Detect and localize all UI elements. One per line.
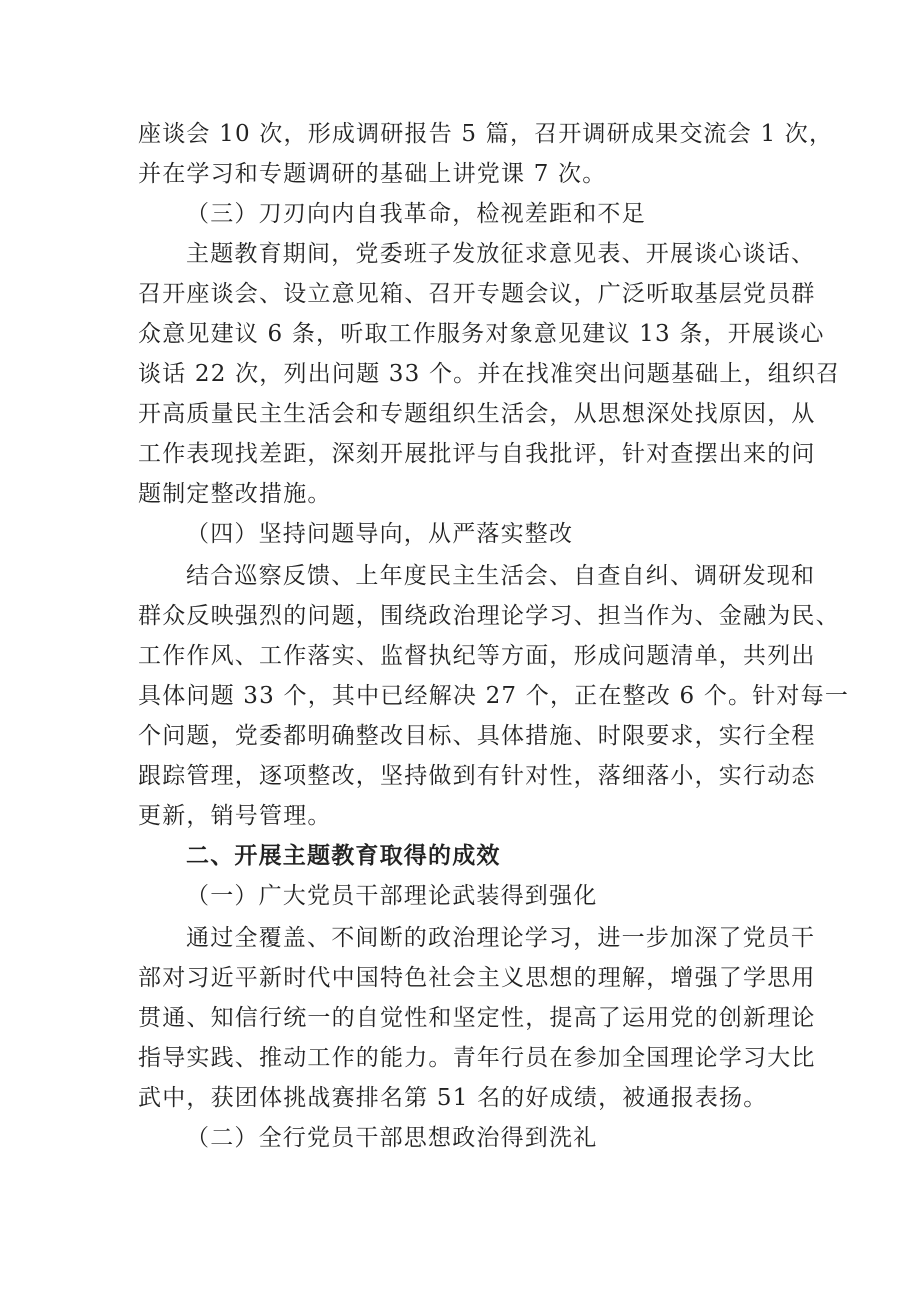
paragraph-line: 结合巡察反馈、上年度民主生活会、自查自纠、调研发现和 — [186, 563, 816, 589]
paragraph-line: 通过全覆盖、不间断的政治理论学习，进一步加深了党员干 — [186, 925, 816, 951]
paragraph-line: 跟踪管理，逐项整改，坚持做到有针对性，落细落小，实行动态 — [138, 763, 816, 789]
paragraph-line: 工作表现找差距，深刻开展批评与自我批评，针对查摆出来的问 — [138, 441, 816, 467]
paragraph-line: 具体问题 33 个，其中已经解决 27 个，正在整改 6 个。针对每一 — [138, 683, 850, 709]
paragraph-line: 武中，获团体挑战赛排名第 51 名的好成绩，被通报表扬。 — [138, 1085, 768, 1111]
paragraph-line: 召开座谈会、设立意见箱、召开专题会议，广泛听取基层党员群 — [138, 281, 816, 307]
subsection-heading: （二）全行党员干部思想政治得到洗礼 — [186, 1125, 598, 1151]
paragraph-line: 指导实践、推动工作的能力。青年行员在参加全国理论学习大比 — [138, 1045, 816, 1071]
paragraph-line: 个问题，党委都明确整改目标、具体措施、时限要求，实行全程 — [138, 723, 816, 749]
subsection-heading: （四）坚持问题导向，从严落实整改 — [186, 521, 574, 547]
paragraph-line: 众意见建议 6 条，听取工作服务对象意见建议 13 条，开展谈心 — [138, 321, 825, 347]
paragraph-line: 部对习近平新时代中国特色社会主义思想的理解，增强了学思用 — [138, 965, 816, 991]
paragraph-line: 主题教育期间，党委班子发放征求意见表、开展谈心谈话、 — [186, 241, 816, 267]
paragraph-line: 开高质量民主生活会和专题组织生活会，从思想深处找原因，从 — [138, 401, 816, 427]
section-heading: 二、开展主题教育取得的成效 — [186, 843, 501, 869]
subsection-heading: （一）广大党员干部理论武装得到强化 — [186, 883, 598, 909]
paragraph-line: 更新，销号管理。 — [138, 803, 332, 829]
paragraph-line: 座谈会 10 次，形成调研报告 5 篇，召开调研成果交流会 1 次， — [138, 121, 834, 147]
paragraph-line: 并在学习和专题调研的基础上讲党课 7 次。 — [138, 161, 607, 187]
paragraph-line: 贯通、知信行统一的自觉性和坚定性，提高了运用党的创新理论 — [138, 1005, 816, 1031]
paragraph-line: 谈话 22 次，列出问题 33 个。并在找准突出问题基础上，组织召 — [138, 361, 841, 387]
paragraph-line: 工作作风、工作落实、监督执纪等方面，形成问题清单，共列出 — [138, 643, 816, 669]
paragraph-line: 群众反映强烈的问题，围绕政治理论学习、担当作为、金融为民、 — [138, 603, 840, 629]
subsection-heading: （三）刀刃向内自我革命，检视差距和不足 — [186, 201, 646, 227]
paragraph-line: 题制定整改措施。 — [138, 481, 332, 507]
